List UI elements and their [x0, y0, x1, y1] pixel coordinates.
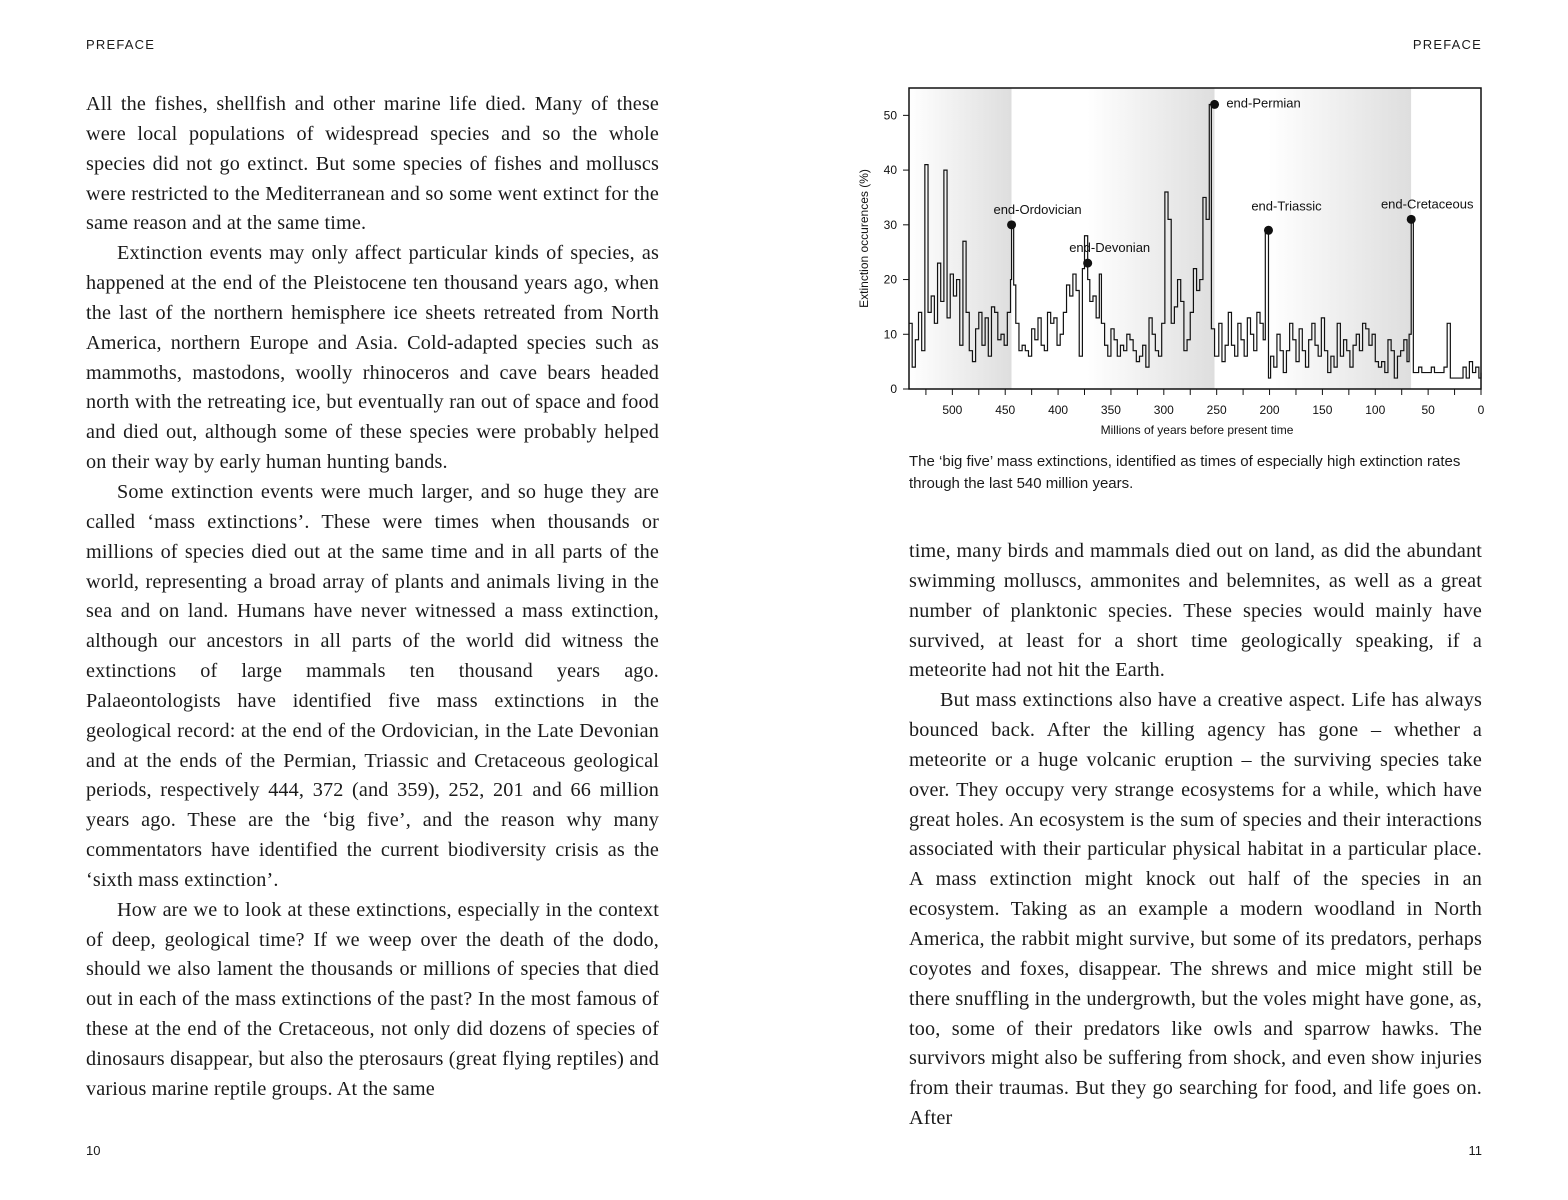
y-tick-label: 20	[883, 272, 897, 287]
x-tick-label: 50	[1421, 403, 1435, 417]
event-label: end-Permian	[1226, 95, 1301, 111]
left-page-body	[86, 90, 659, 1105]
y-tick-label: 50	[883, 108, 897, 123]
paragraph: All the fishes, shellfish and other marine life died. Many of these were local populations of widespread species and so the whole species did not go extinct. But some species of fishes and molluscs were restricted to the Mediterranean and so some went extinct for the same reason and at the same time.	[86, 93, 659, 235]
event-marker	[1007, 220, 1016, 229]
y-tick-label: 30	[883, 217, 897, 232]
period-band	[1215, 88, 1269, 389]
paragraph: Some extinction events were much larger, and so huge they are called ‘mass extinctions’. These were times when thousands or millions of species died out at the same time and in all parts of the world, representing a broad array of plants and animals living in the sea and on land. Humans have never witnessed a mass extinction, although our ancestors in all parts of the world did witness the extinctions of large mammals ten thousand years ago. Palaeontologists have identified five mass extinctions in the geological record: at the end of the Ordovician, in the Late Devonian and at the ends of the Permian, Triassic and Cretaceous geological periods, respectively 444, 372 (and 359), 252, 201 and 66 million years ago. These are the ‘big five’, and the reason why many commentators have identified the current biodiversity crisis as the ‘sixth mass extinction’.	[86, 480, 659, 891]
period-band	[1088, 88, 1215, 389]
y-tick-label: 0	[890, 382, 897, 396]
page-number-right: 11	[1468, 1143, 1482, 1158]
y-axis-label: Extinction occurences (%)	[857, 169, 871, 308]
event-marker	[1083, 259, 1092, 268]
x-axis-label: Millions of years before present time	[1100, 423, 1294, 437]
paragraph: But mass extinctions also have a creative aspect. Life has always bounced back. After the killing agency has gone – whether a meteorite or a huge volcanic eruption – the surviving species take over. They occupy very strange ecosystems for a while, which have great holes. An ecosystem is the sum of species and their interactions associated with their particular physical habitat in a particular place. A mass extinction might knock out half of the species in an ecosystem. Taking as an example a modern woodland in North America, the rabbit might survive, but some of its predators, perhaps coyotes and foxes, disappear. The shrews and mice might still be there snuffling in the undergrowth, but the voles might have gone, as, too, some of their predators like owls and sparrow hawks. The survivors might also be suffering from shock, and even show injuries from their traumas. But they go searching for food, and life goes on. After	[909, 689, 1482, 1130]
event-marker	[1407, 215, 1416, 224]
x-tick-label: 0	[1477, 403, 1485, 417]
event-label: end-Ordovician	[993, 201, 1082, 217]
x-tick-label: 350	[1100, 403, 1121, 417]
extinction-chart-svg	[850, 80, 1500, 440]
extinction-chart	[850, 80, 1500, 440]
event-marker	[1264, 226, 1273, 235]
y-tick-label: 10	[883, 327, 897, 342]
paragraph: How are we to look at these extinctions, especially in the context of deep, geological time? If we weep over the death of the dodo, should we also lament the thousands or millions of species that died out in each of the mass extinctions of the past? In the most famous of these at the end of the Cretaceous, not only did dozens of species of dinosaurs disappear, but also the pterosaurs (great flying reptiles) and various marine reptile groups. At the same	[86, 898, 659, 1100]
paragraph: time, many birds and mammals died out on land, as did the abundant swimming molluscs, ammonites and belemnites, as well as a great number of planktonic species. These species would mainly have survived, at least for a short time geologically speaking, if a meteorite had not hit the Earth.	[909, 540, 1482, 682]
period-band	[1411, 88, 1481, 389]
x-tick-label: 300	[1153, 403, 1174, 417]
paragraph: Extinction events may only affect particular kinds of species, as happened at the end of the Pleistocene ten thousand years ago, when the last of the northern hemisphere ice sheets retreated from North America, northern Europe and Asia. Cold-adapted species such as mammoths, mastodons, woolly rhinoceros and cave bears headed north with the retreating ice, but eventually ran out of space and food and died out, although some of these species were probably helped on their way by early human hunting bands.	[86, 242, 659, 474]
event-label: end-Devonian	[1069, 240, 1151, 256]
figure-caption: The ‘big five’ mass extinctions, identified as times of especially high extinction rates through the last 540 million years.	[909, 453, 1461, 492]
x-tick-label: 200	[1259, 403, 1280, 417]
y-tick-label: 40	[883, 163, 897, 178]
page-number-left: 10	[86, 1143, 101, 1158]
x-tick-label: 450	[995, 403, 1016, 417]
x-tick-label: 100	[1365, 403, 1386, 417]
event-marker	[1210, 100, 1219, 109]
running-head-left: PREFACE	[86, 37, 156, 52]
running-head-right: PREFACE	[1412, 37, 1482, 52]
right-page-body	[909, 537, 1482, 1134]
period-band	[1012, 88, 1088, 389]
x-tick-label: 400	[1048, 403, 1069, 417]
event-label: end-Triassic	[1251, 198, 1322, 214]
x-tick-label: 150	[1312, 403, 1333, 417]
x-tick-label: 250	[1206, 403, 1227, 417]
x-tick-label: 500	[942, 403, 963, 417]
event-label: end-Cretaceous	[1380, 196, 1474, 212]
